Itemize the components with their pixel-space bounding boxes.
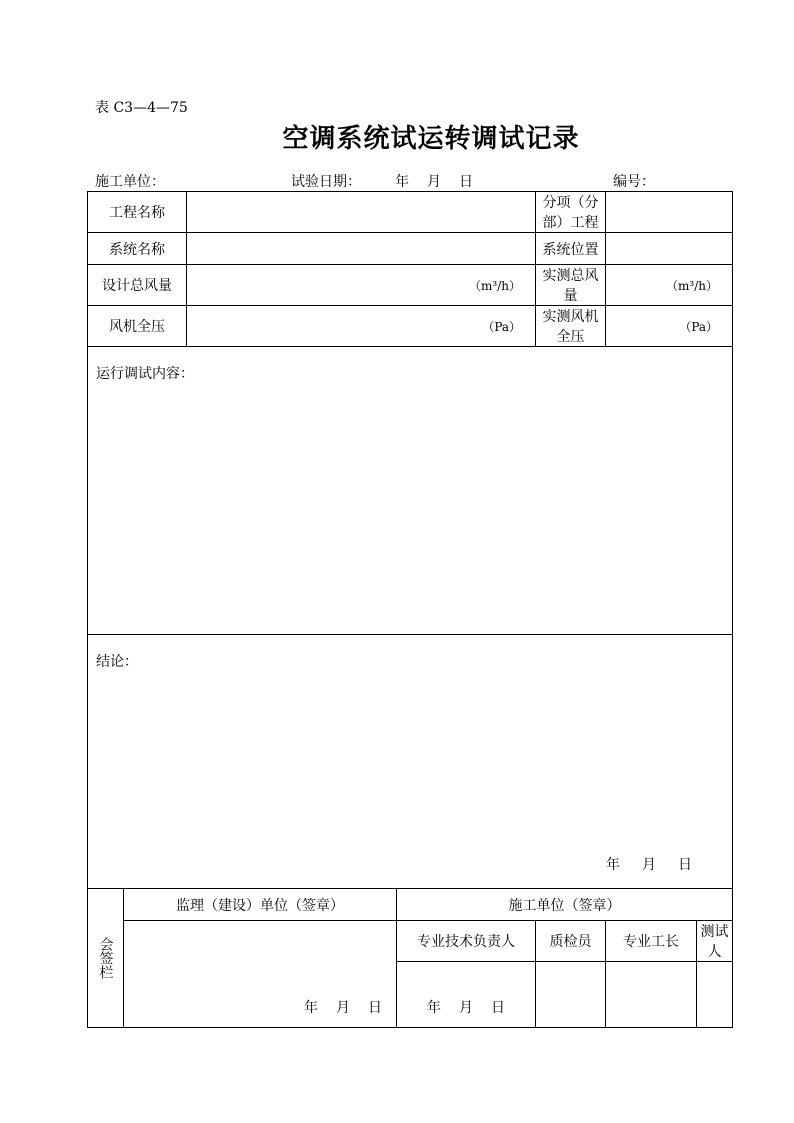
qc-label: 质检员 xyxy=(536,921,606,962)
day-label: 日 xyxy=(491,1000,505,1016)
day-label: 日 xyxy=(368,1000,382,1016)
qc-signature[interactable] xyxy=(536,962,606,1028)
number-label: 编号： xyxy=(613,174,655,190)
tech-lead-signature[interactable] xyxy=(397,962,536,1028)
month-label: 月 xyxy=(427,174,441,190)
conclusion-label: 结论： xyxy=(96,654,138,670)
test-date-fields xyxy=(395,171,473,191)
debug-content-label: 运行调试内容： xyxy=(96,366,194,382)
measured-airflow-label: 实测总风量 xyxy=(536,265,606,306)
sub-project-field[interactable] xyxy=(606,192,733,233)
debug-content-area[interactable] xyxy=(88,347,733,635)
test-date-label: 试验日期： xyxy=(291,174,361,190)
tester-label: 测试人 xyxy=(697,921,733,962)
foreman-signature[interactable] xyxy=(606,962,697,1028)
system-name-label: 系统名称 xyxy=(88,233,187,265)
sub-project-label: 分项（分部）工程 xyxy=(536,192,606,233)
contractor-unit-label: 施工单位（签章） xyxy=(397,889,733,921)
construction-unit-label: 施工单位： xyxy=(95,174,165,190)
tech-lead-label: 专业技术负责人 xyxy=(397,921,536,962)
project-name-field[interactable] xyxy=(187,192,536,233)
system-location-label: 系统位置 xyxy=(536,233,606,265)
design-airflow-label: 设计总风量 xyxy=(88,265,187,306)
system-name-field[interactable] xyxy=(187,233,536,265)
year-label: 年 xyxy=(304,1000,318,1016)
day-label: 日 xyxy=(678,857,693,873)
measured-airflow-field[interactable]: （m³/h） xyxy=(606,265,733,306)
form-code: 表 C3—4—75 xyxy=(95,100,188,116)
day-label: 日 xyxy=(459,174,473,190)
year-label: 年 xyxy=(606,857,621,873)
month-label: 月 xyxy=(459,1000,473,1016)
measured-fan-pressure-field[interactable]: （Pa） xyxy=(606,306,733,347)
fan-pressure-field[interactable]: （Pa） xyxy=(187,306,536,347)
fan-pressure-label: 风机全压 xyxy=(88,306,187,347)
tester-signature[interactable] xyxy=(697,962,733,1028)
conclusion-area[interactable] xyxy=(88,635,733,889)
year-label: 年 xyxy=(427,1000,441,1016)
design-airflow-field[interactable]: （m³/h） xyxy=(187,265,536,306)
month-label: 月 xyxy=(336,1000,350,1016)
record-table xyxy=(87,191,733,1028)
supervisor-unit-label: 监理（建设）单位（签章） xyxy=(124,889,397,921)
page-title: 空调系统试运转调试记录 xyxy=(282,124,580,154)
conclusion-date xyxy=(584,854,692,874)
year-label: 年 xyxy=(395,174,409,190)
supervisor-signature-area[interactable] xyxy=(124,921,397,1028)
month-label: 月 xyxy=(642,857,657,873)
measured-fan-pressure-label: 实测风机全压 xyxy=(536,306,606,347)
signoff-section-label: 会签栏 xyxy=(88,889,124,1028)
foreman-label: 专业工长 xyxy=(606,921,697,962)
system-location-field[interactable] xyxy=(606,233,733,265)
project-name-label: 工程名称 xyxy=(88,192,187,233)
